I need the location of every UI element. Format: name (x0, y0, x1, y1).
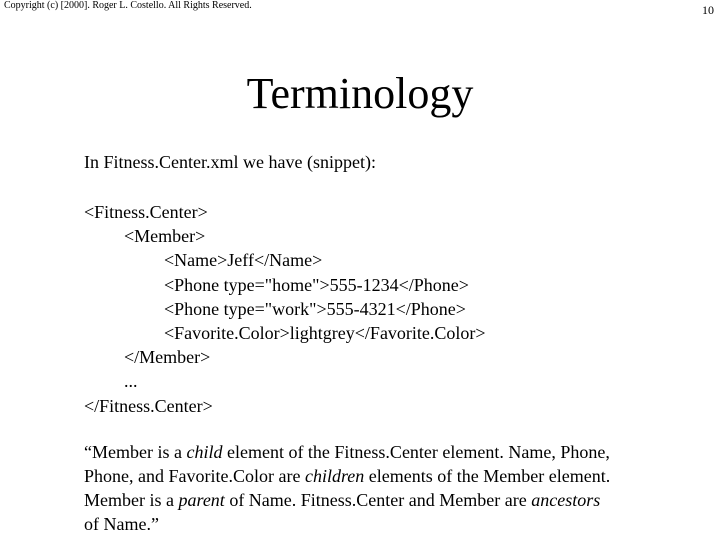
code-line: <Fitness.Center> (84, 202, 208, 222)
quote-term-child: child (186, 442, 223, 462)
quote-line (84, 464, 694, 488)
code-line: <Member> (124, 226, 206, 247)
slide-title: Terminology (246, 69, 474, 118)
code-line: </Fitness.Center> (84, 395, 213, 416)
quote-term-parent: parent (178, 490, 225, 510)
quote-text: element of the Fitness.Center element. Name, Phone, (222, 442, 610, 462)
code-line: <Name>Jeff</Name> (164, 250, 323, 271)
quote-line (84, 512, 694, 536)
quote-term-children: children (304, 466, 365, 486)
xml-snippet (84, 200, 486, 418)
quote-text: Phone, and Favorite.Color are (84, 466, 305, 486)
quote-line (84, 440, 694, 464)
quote-text: elements of the Member element. (364, 466, 611, 486)
copyright-notice: Copyright (c) [2000]. Roger L. Costello. All Rights Reserved. (4, 0, 252, 11)
quote-text: Member is a (84, 490, 179, 510)
code-line: </Member> (124, 347, 211, 368)
quote-text: “Member is a (84, 442, 187, 462)
code-line: <Favorite.Color>lightgrey</Favorite.Color> (164, 322, 486, 343)
quote-term-ancestors: ancestors (531, 490, 601, 510)
intro-text: In Fitness.Center.xml we have (snippet): (84, 152, 376, 172)
page-number: 10 (702, 3, 714, 17)
code-line: ... (124, 371, 138, 392)
quote-text: of Name.” (84, 514, 159, 534)
quote-line (84, 488, 694, 512)
terminology-quote (84, 440, 694, 536)
quote-text: of Name. Fitness.Center and Member are (224, 490, 532, 510)
code-line: <Phone type="home">555-1234</Phone> (164, 274, 469, 295)
code-line: <Phone type="work">555-4321</Phone> (164, 298, 466, 319)
